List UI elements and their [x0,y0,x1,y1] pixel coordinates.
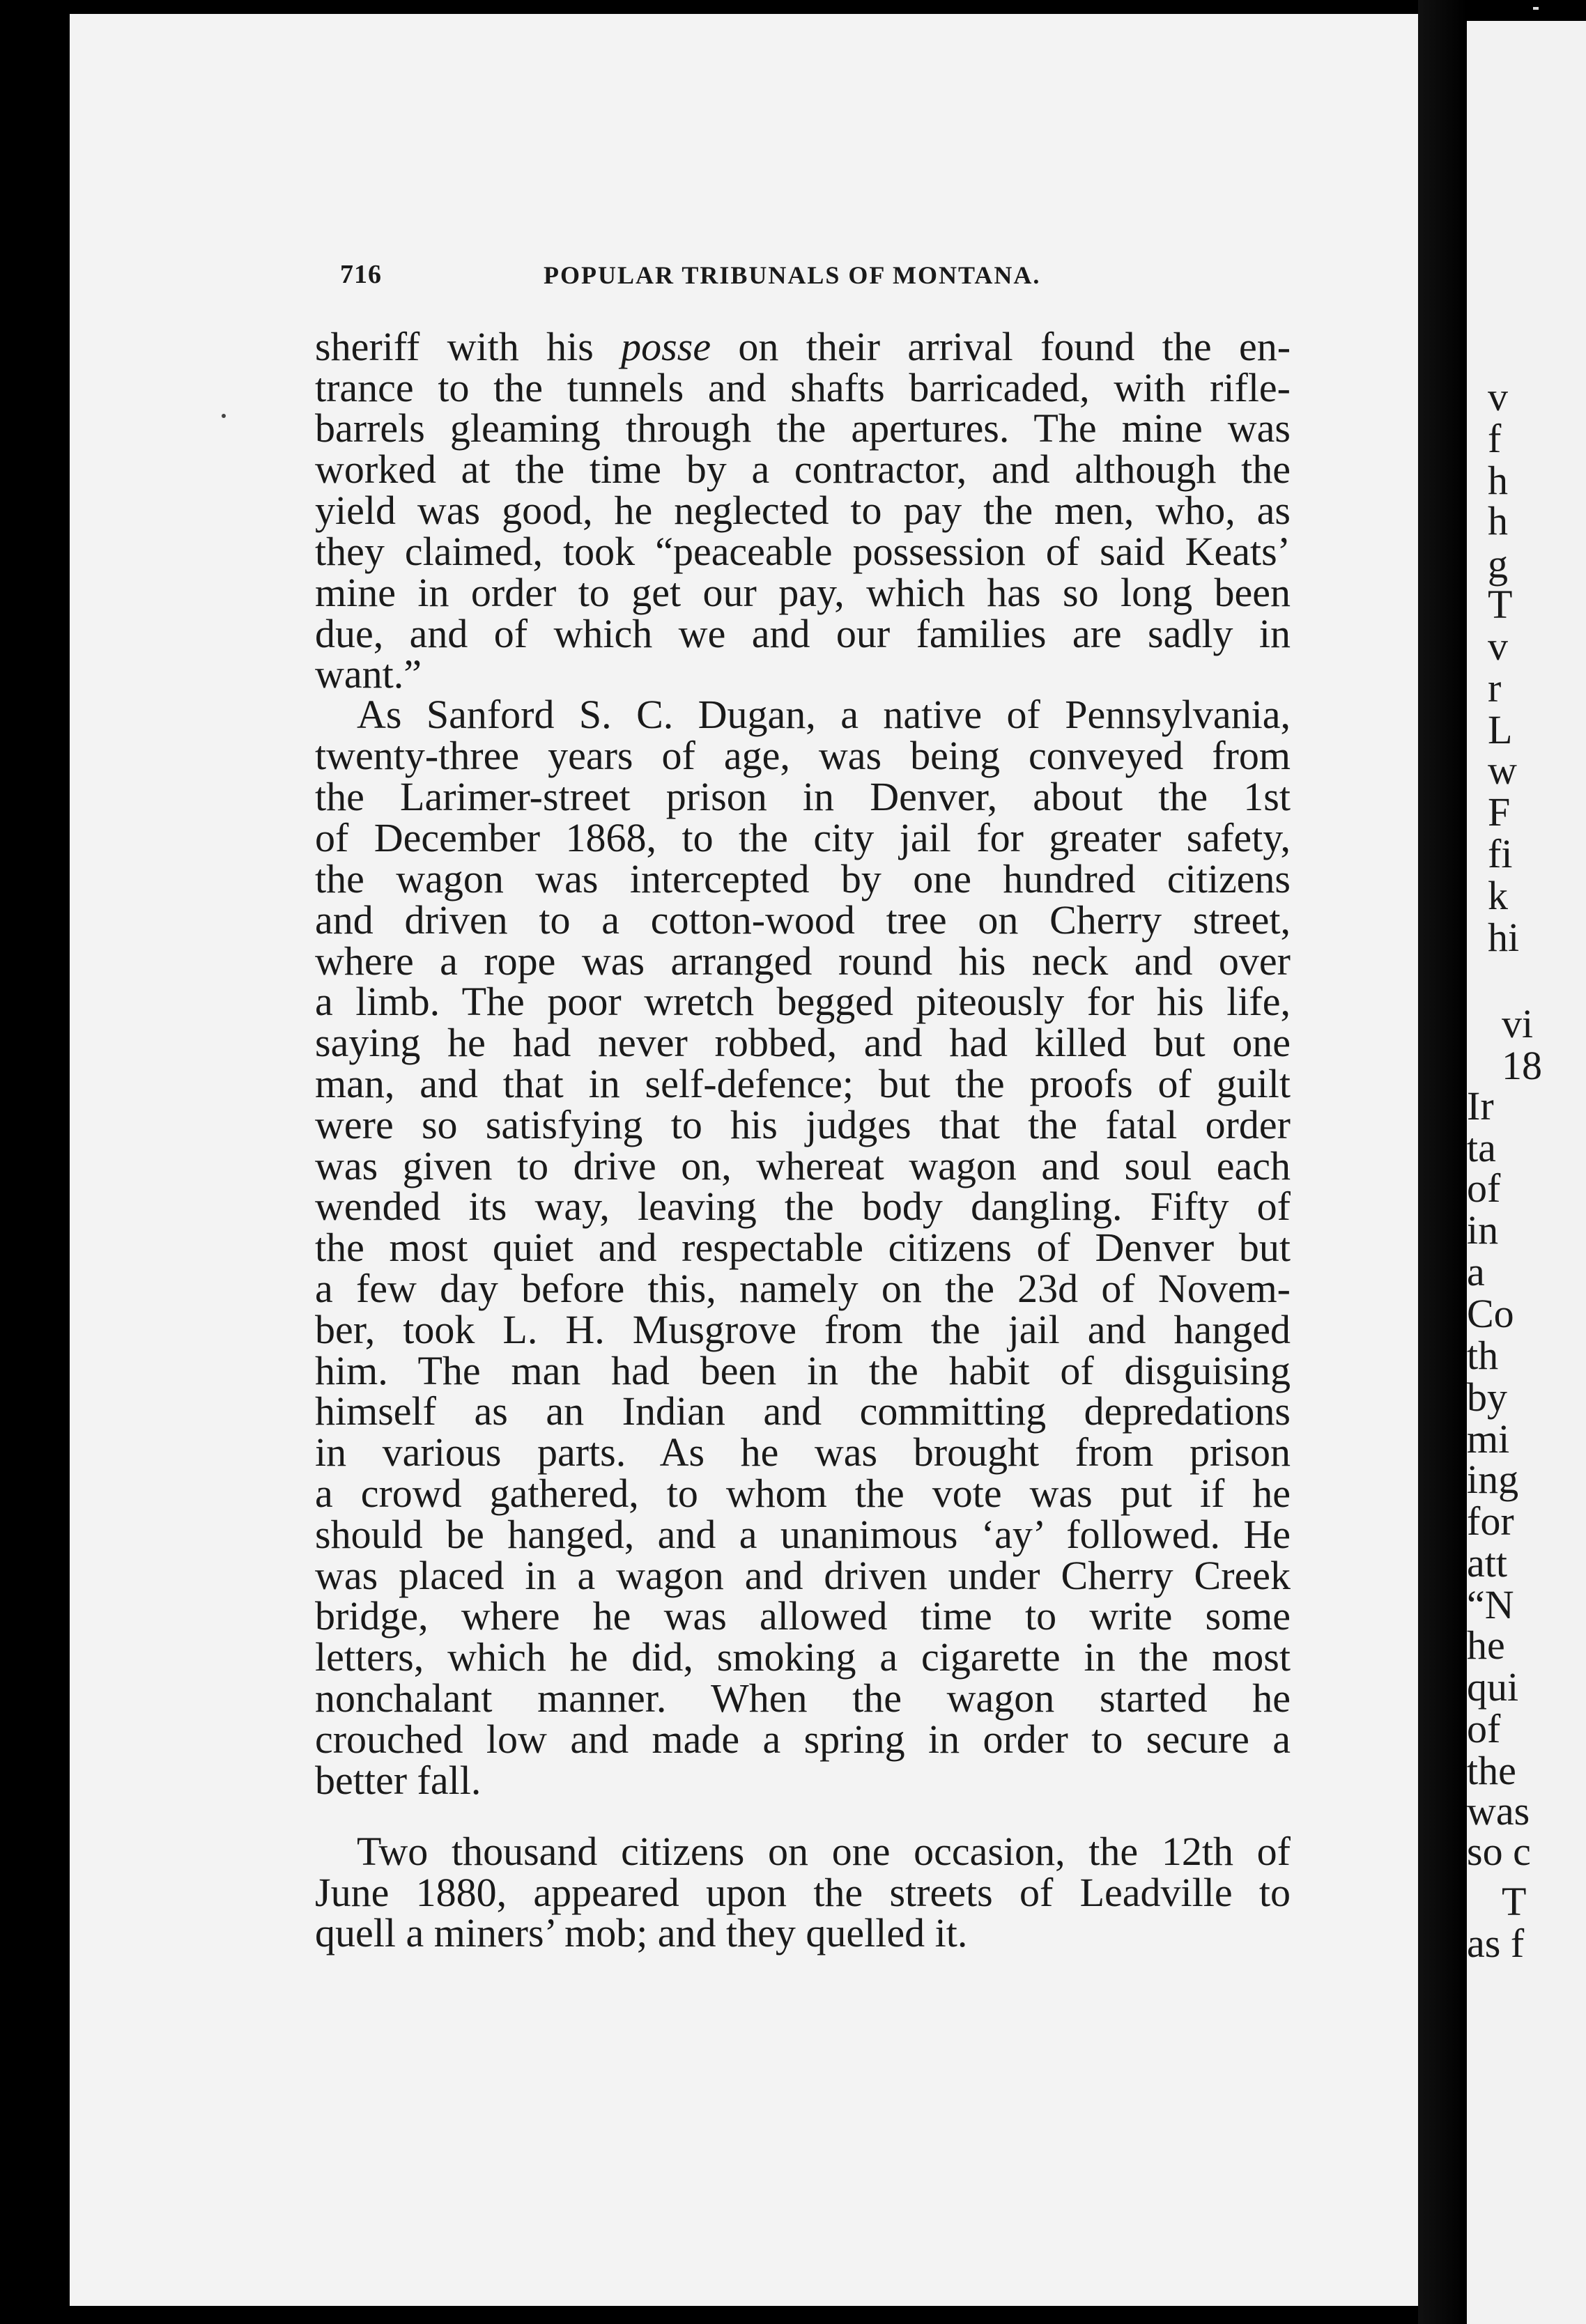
text-line: ber, took L. H. Musgrove from the jail and hanged [315,1307,1291,1352]
text-line: a crowd gathered, to whom the vote was put if he [315,1471,1291,1516]
text-line: bridge, where he was allowed time to write some [315,1593,1291,1639]
text-line: the Larimer-street prison in Denver, about the 1st [315,774,1291,819]
right-page-fragment: ing [1467,1457,1519,1502]
right-page-fragment: r [1488,665,1502,711]
text-line: crouched low and made a spring in order to secure a [315,1717,1291,1762]
right-page-fragment: was [1467,1788,1530,1834]
text-line: due, and of which we and our families are sadly in [315,611,1291,656]
right-page-fragment: mi [1467,1416,1510,1462]
right-page-fragment: hi [1488,915,1520,960]
italic-word: posse [621,324,711,369]
text-line: in various parts. As he was brought from prison [315,1430,1291,1475]
book-gutter [1418,0,1467,2324]
right-page-fragment: vi [1502,1001,1534,1046]
text-line: worked at the time by a contractor, and although the [315,447,1291,492]
right-page-fragment: “N [1467,1582,1514,1627]
right-page-fragment: ta [1467,1125,1496,1170]
right-page-fragment: as f [1467,1921,1525,1966]
text-line: yield was good, he neglected to pay the men, who, as [315,488,1291,533]
right-page-fragment: th [1467,1333,1499,1378]
right-page-fragment: v [1488,623,1508,669]
page-title: POPULAR TRIBUNALS OF MONTANA. [544,261,1041,289]
right-page-fragment: he [1467,1622,1505,1668]
text-run: on their arrival found the en- [711,324,1291,369]
text-line: As Sanford S. C. Dugan, a native of Pennsylvania, [357,692,1291,737]
right-page-fragments [1467,21,1586,2324]
right-page-fragment: Ir [1467,1083,1494,1129]
right-page-fragment: w [1488,747,1517,793]
right-page-fragment: T [1502,1879,1527,1924]
text-line: should be hanged, and a unanimous ‘ay’ followed. He [315,1512,1291,1557]
text-line: the wagon was intercepted by one hundred citizens [315,856,1291,901]
text-line: himself as an Indian and committing depredations [315,1388,1291,1434]
right-page-fragment: v [1488,374,1508,419]
right-page-fragment: qui [1467,1664,1519,1710]
right-page-fragment: h [1488,458,1508,503]
right-page-fragment: in [1467,1207,1499,1253]
text-line: was given to drive on, whereat wagon and soul each [315,1143,1291,1188]
right-page [1467,21,1586,2324]
text-line [315,326,1291,368]
scan-speck [1533,7,1539,10]
right-page-fragment: fi [1488,831,1513,876]
text-line: letters, which he did, smoking a cigarette in the most [315,1634,1291,1680]
text-line: mine in order to get our pay, which has so long been [315,570,1291,615]
right-page-fragment: g [1488,541,1508,587]
right-page-fragment: so c [1467,1829,1531,1874]
text-line: quell a miners’ mob; and they quelled it. [315,1910,968,1955]
text-line: nonchalant manner. When the wagon started he [315,1675,1291,1721]
text-line: June 1880, appeared upon the streets of Leadville to [315,1870,1291,1915]
text-run: sheriff with his [315,324,622,369]
text-line: the most quiet and respectable citizens of Denver but [315,1225,1291,1270]
text-line: him. The man had been in the habit of disguising [315,1348,1291,1393]
right-page-fragment: of [1467,1165,1501,1211]
right-page-fragment: att [1467,1540,1507,1586]
stray-ink-mark [222,414,226,418]
text-line: a limb. The poor wretch begged piteously for his life, [315,979,1291,1024]
text-line: better fall. [315,1758,482,1803]
text-line: were so satisfying to his judges that the fatal order [315,1102,1291,1147]
text-line: and driven to a cotton-wood tree on Cherry street, [315,897,1291,943]
right-page-fragment: h [1488,498,1508,543]
text-line: where a rope was arranged round his neck and over [315,938,1291,984]
text-line: man, and that in self-defence; but the proofs of guilt [315,1061,1291,1106]
right-page-fragment: Co [1467,1291,1514,1336]
text-line: was placed in a wagon and driven under Cherry Creek [315,1553,1291,1598]
right-page-fragment: for [1467,1498,1514,1544]
text-line: saying he had never robbed, and had killed but one [315,1020,1291,1065]
right-page-fragment: 18 [1502,1043,1542,1088]
text-line: barrels gleaming through the apertures. The mine was [315,405,1291,451]
running-head [340,259,1107,294]
right-page-fragment: L [1488,707,1513,752]
right-page-fragment: the [1467,1748,1516,1793]
text-line: want.” [315,651,422,697]
page-number: 716 [340,260,382,289]
right-page-fragment: T [1488,582,1513,627]
text-line: of December 1868, to the city jail for greater safety, [315,815,1291,860]
text-line: Two thousand citizens on one occasion, the 12th of [357,1829,1291,1874]
right-page-fragment: F [1488,789,1511,835]
text-line: a few day before this, namely on the 23d of Novem- [315,1266,1291,1311]
right-page-fragment: f [1488,416,1502,461]
right-page-fragment: of [1467,1706,1501,1751]
right-page-fragment: a [1467,1249,1485,1294]
text-line: trance to the tunnels and shafts barricaded, with rifle- [315,365,1291,410]
text-line: wended its way, leaving the body dangling. Fifty of [315,1184,1291,1229]
text-line: they claimed, took “peaceable possession of said Keats’ [315,529,1291,574]
text-line: twenty-three years of age, was being conveyed from [315,733,1291,778]
right-page-fragment: k [1488,873,1508,918]
right-page-fragment: by [1467,1374,1507,1420]
